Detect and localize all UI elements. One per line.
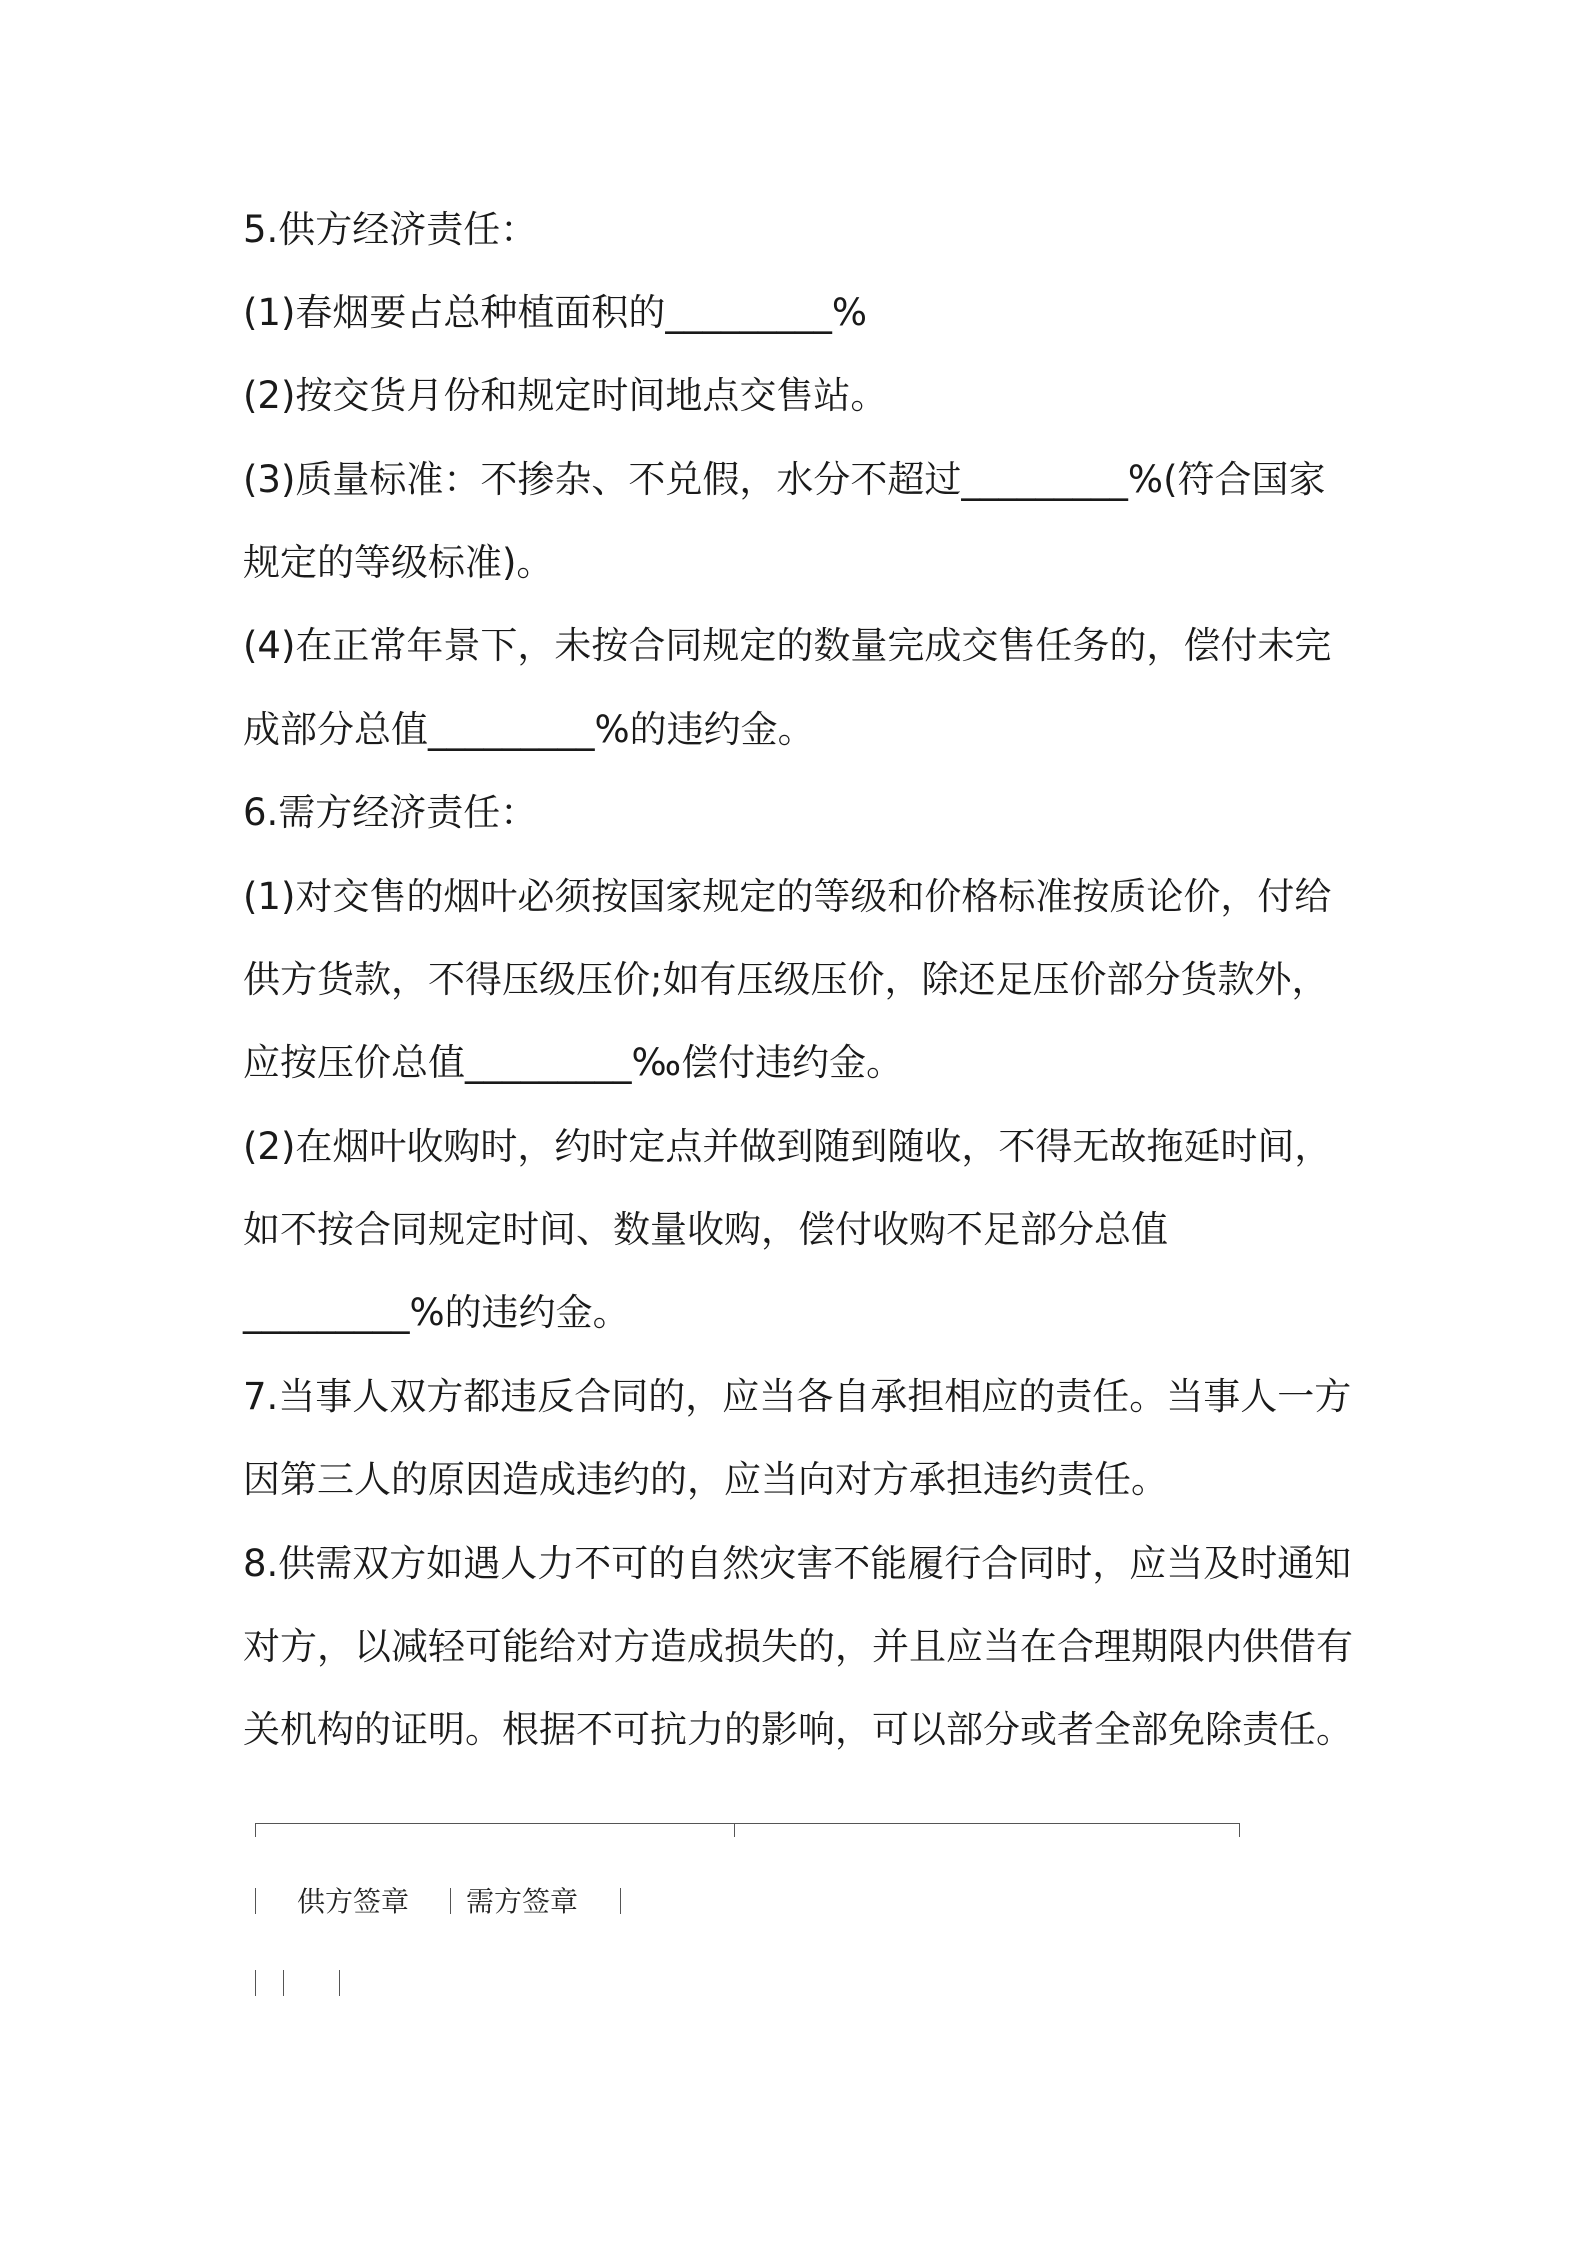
section-8-line2: 对方，以减轻可能给对方造成损失的，并且应当在合理期限内供借有 bbox=[243, 1625, 1353, 1668]
section-7-line1: 7.当事人双方都违反合同的，应当各自承担相应的责任。当事人一方 bbox=[243, 1375, 1352, 1418]
table-divider-top bbox=[734, 1823, 735, 1837]
section-8-line3: 关机构的证明。根据不可抗力的影响，可以部分或者全部免除责任。 bbox=[243, 1708, 1353, 1751]
row1-border-left bbox=[255, 1888, 256, 1914]
row2-border-b bbox=[283, 1970, 284, 1996]
table-top-border bbox=[255, 1823, 1240, 1824]
clause-5-2: (2)按交货月份和规定时间地点交售站。 bbox=[243, 374, 888, 417]
clause-6-2-line3: _________%的违约金。 bbox=[243, 1291, 630, 1334]
clause-6-2-line1: (2)在烟叶收购时，约时定点并做到随到随收，不得无故拖延时间， bbox=[243, 1125, 1332, 1168]
row2-border-c bbox=[339, 1970, 340, 1996]
section-8-line1: 8.供需双方如遇人力不可的自然灾害不能履行合同时，应当及时通知 bbox=[243, 1542, 1352, 1585]
table-corner-left bbox=[255, 1823, 256, 1837]
section-5-heading: 5.供方经济责任： bbox=[243, 208, 538, 251]
section-6-heading: 6.需方经济责任： bbox=[243, 791, 538, 834]
clause-5-3-line1: (3)质量标准：不掺杂、不兑假，水分不超过_________%(符合国家 bbox=[243, 458, 1326, 501]
supplier-seal-label: 供方签章 bbox=[297, 1885, 410, 1918]
clause-5-3-line2: 规定的等级标准)。 bbox=[243, 541, 554, 584]
clause-6-2-line2: 如不按合同规定时间、数量收购，偿付收购不足部分总值 bbox=[243, 1208, 1168, 1251]
table-corner-right bbox=[1239, 1823, 1240, 1837]
clause-5-4-line1: (4)在正常年景下，未按合同规定的数量完成交售任务的，偿付未完 bbox=[243, 624, 1332, 667]
clause-5-1: (1)春烟要占总种植面积的_________% bbox=[243, 291, 868, 334]
row1-border-right bbox=[620, 1888, 621, 1914]
section-7-line2: 因第三人的原因造成违约的，应当向对方承担违约责任。 bbox=[243, 1458, 1168, 1501]
row2-border-a bbox=[255, 1970, 256, 1996]
clause-6-1-line1: (1)对交售的烟叶必须按国家规定的等级和价格标准按质论价，付给 bbox=[243, 875, 1332, 918]
clause-5-4-line2: 成部分总值_________%的违约金。 bbox=[243, 708, 815, 751]
clause-6-1-line2: 供方货款，不得压级压价;如有压级压价，除还足压价部分货款外， bbox=[243, 958, 1329, 1001]
clause-6-1-line3: 应按压价总值_________‰偿付违约金。 bbox=[243, 1041, 904, 1084]
row1-border-mid bbox=[450, 1888, 451, 1914]
buyer-seal-label: 需方签章 bbox=[466, 1885, 579, 1918]
